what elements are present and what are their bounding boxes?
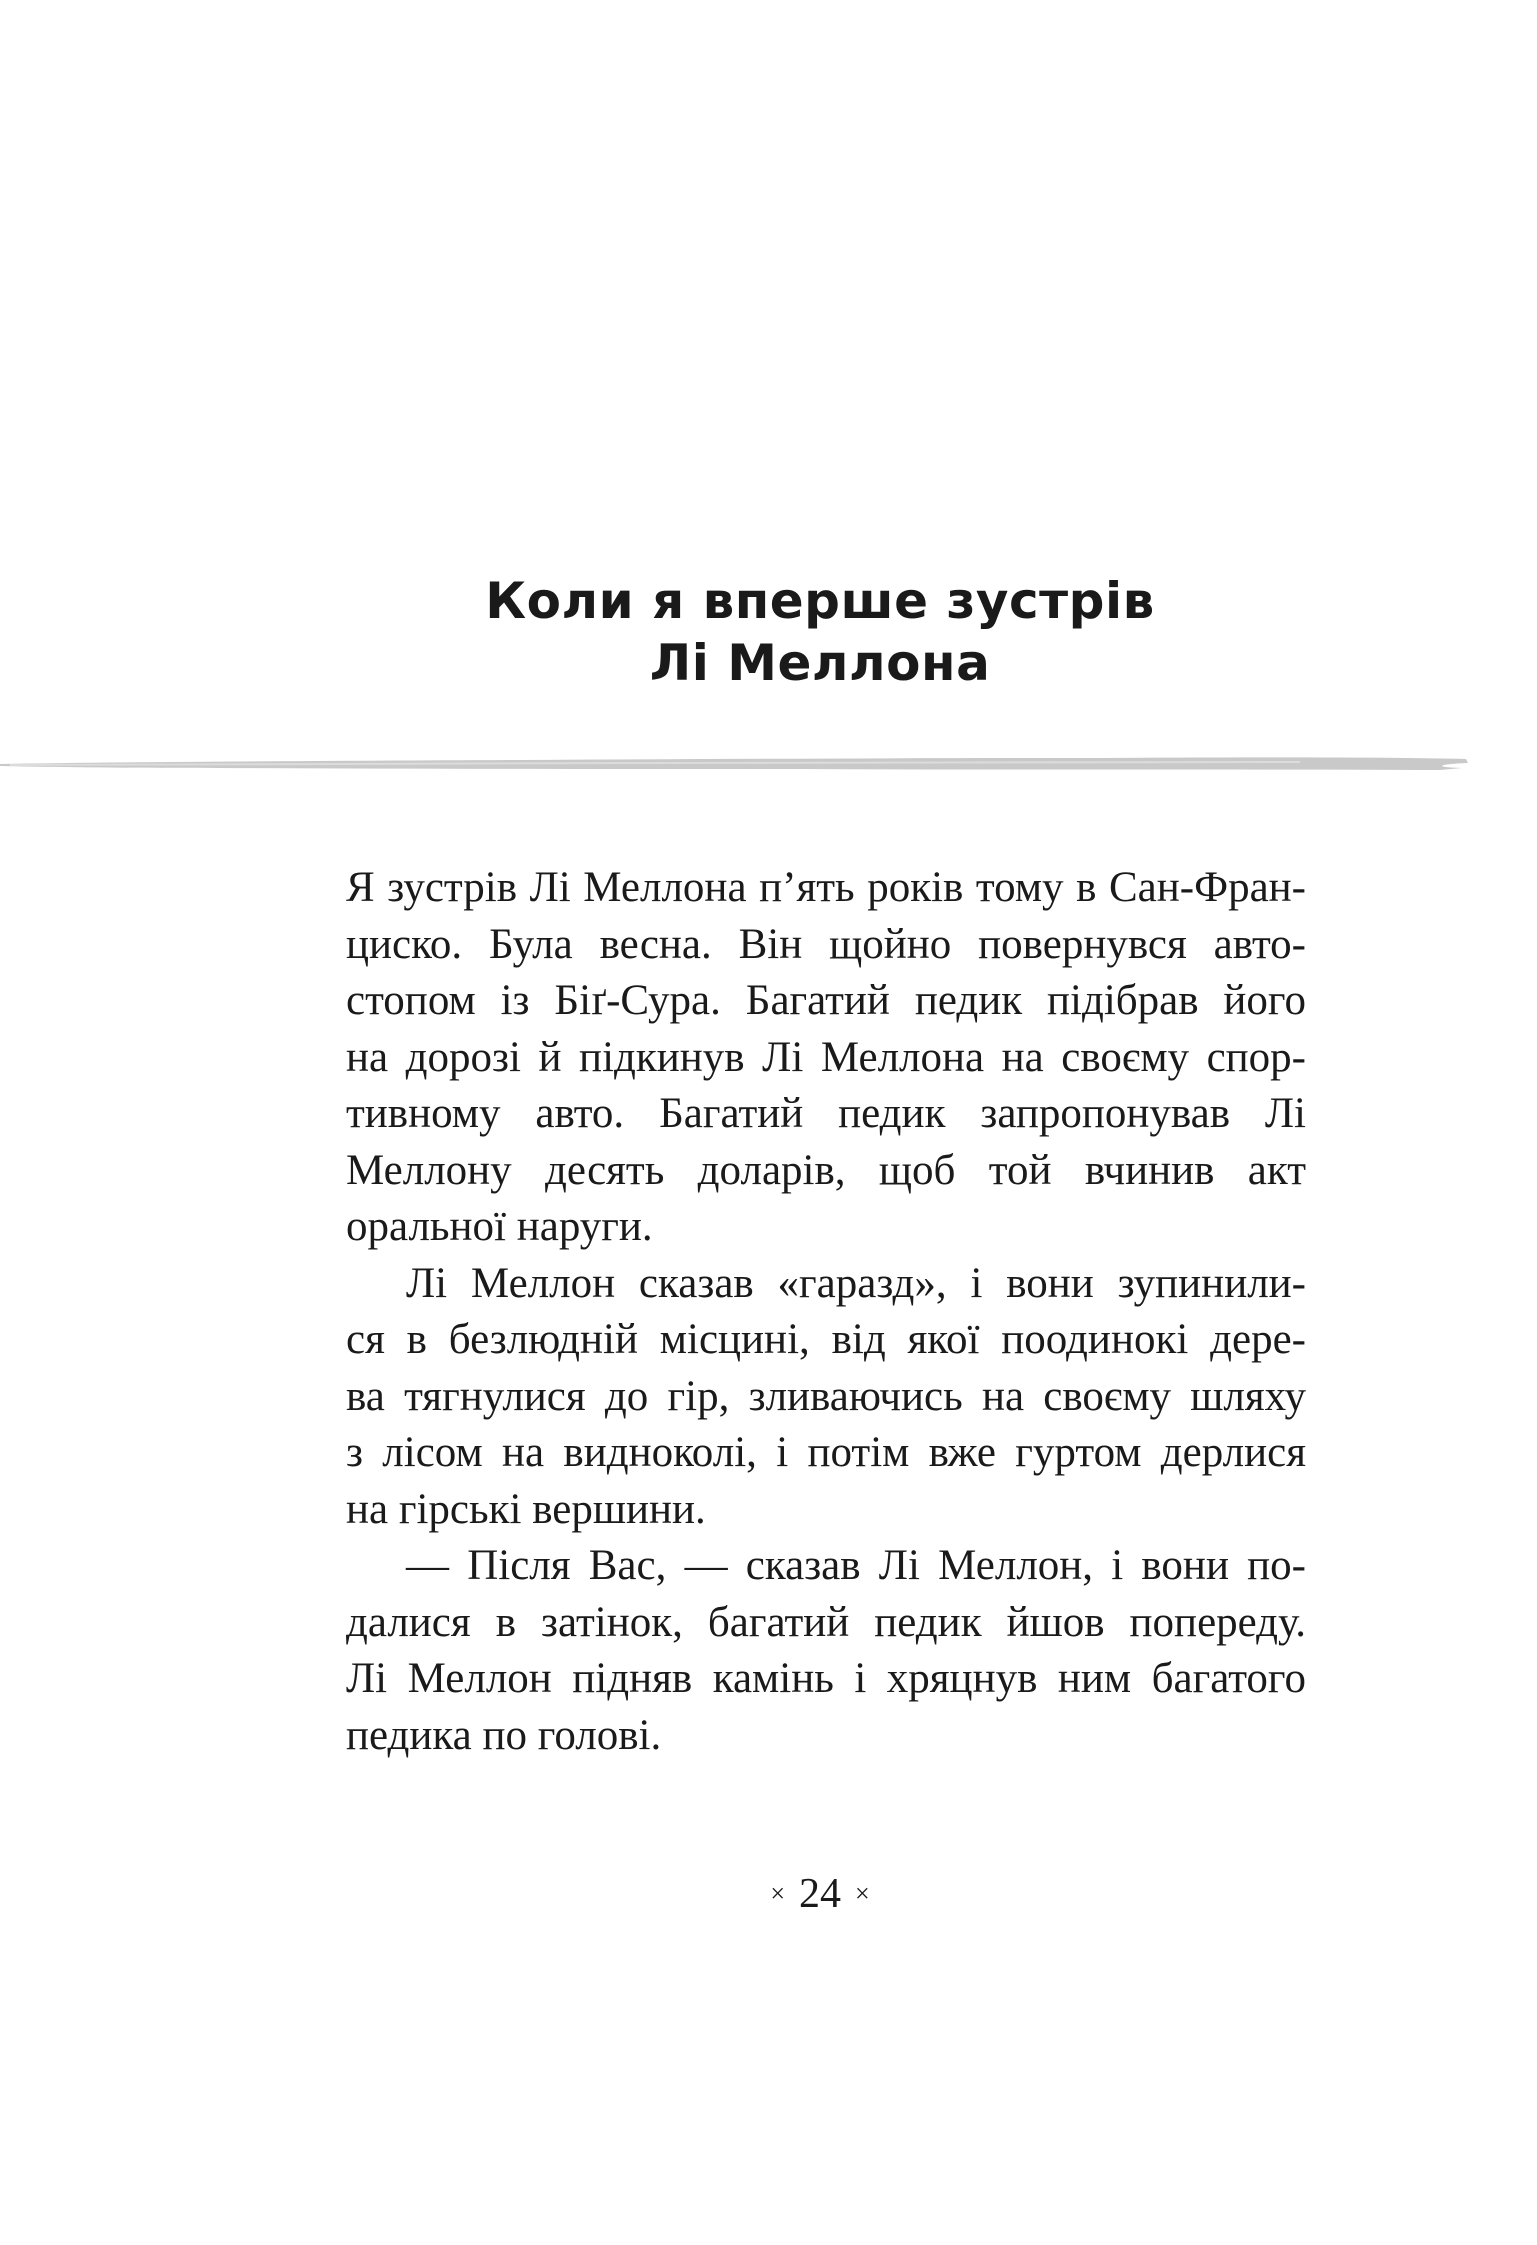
body-text	[346, 860, 1306, 1764]
brush-divider	[0, 752, 1470, 774]
page-number: 24	[799, 1871, 841, 1917]
text-line: з лісом на видноколі, і потім вже гуртом дерлися	[346, 1429, 1306, 1476]
text-line: на гірські вершини.	[346, 1485, 706, 1533]
text-line: ва тягнулися до гір, зливаючись на своєму шляху	[346, 1372, 1306, 1420]
page-folio	[0, 1870, 1537, 1918]
text-line: стопом із Біґ-Сура. Багатий педик підібрав його	[346, 977, 1306, 1024]
text-line: оральної наруги.	[346, 1203, 653, 1250]
text-line: Лі Меллон підняв камінь і хряцнув ним багатого	[346, 1655, 1306, 1702]
text-line: циско. Була весна. Він щойно повернувся авто-	[346, 920, 1306, 968]
text-line: Лі Меллон сказав «гаразд», і вони зупинили-	[406, 1259, 1306, 1307]
text-line: далися в затінок, багатий педик йшов попереду.	[346, 1598, 1306, 1646]
text-line: педика по голові.	[346, 1711, 662, 1759]
paragraph-2	[346, 1256, 1306, 1539]
paragraph-1	[346, 860, 1306, 1256]
paragraph-3	[346, 1538, 1306, 1764]
chapter-title	[0, 570, 1537, 694]
text-line: Меллону десять доларів, щоб той вчинив акт	[346, 1146, 1306, 1194]
chapter-title-line-2: Лі Меллона	[649, 634, 991, 692]
text-line: тивному авто. Багатий педик запропонував Лі	[346, 1090, 1306, 1137]
folio-ornament-left-icon: ×	[770, 1879, 785, 1909]
text-line: Я зустрів Лі Меллона п’ять років тому в Сан-Фран-	[346, 864, 1306, 911]
chapter-title-line-1: Коли я вперше зустрів	[485, 572, 1155, 630]
text-line: на дорозі й підкинув Лі Меллона на своєму спор-	[346, 1033, 1306, 1081]
text-line: — Після Вас, — сказав Лі Меллон, і вони по-	[406, 1542, 1306, 1589]
text-line: ся в безлюдній місцині, від якої поодинокі дере-	[346, 1316, 1306, 1363]
folio-ornament-right-icon: ×	[855, 1879, 870, 1909]
